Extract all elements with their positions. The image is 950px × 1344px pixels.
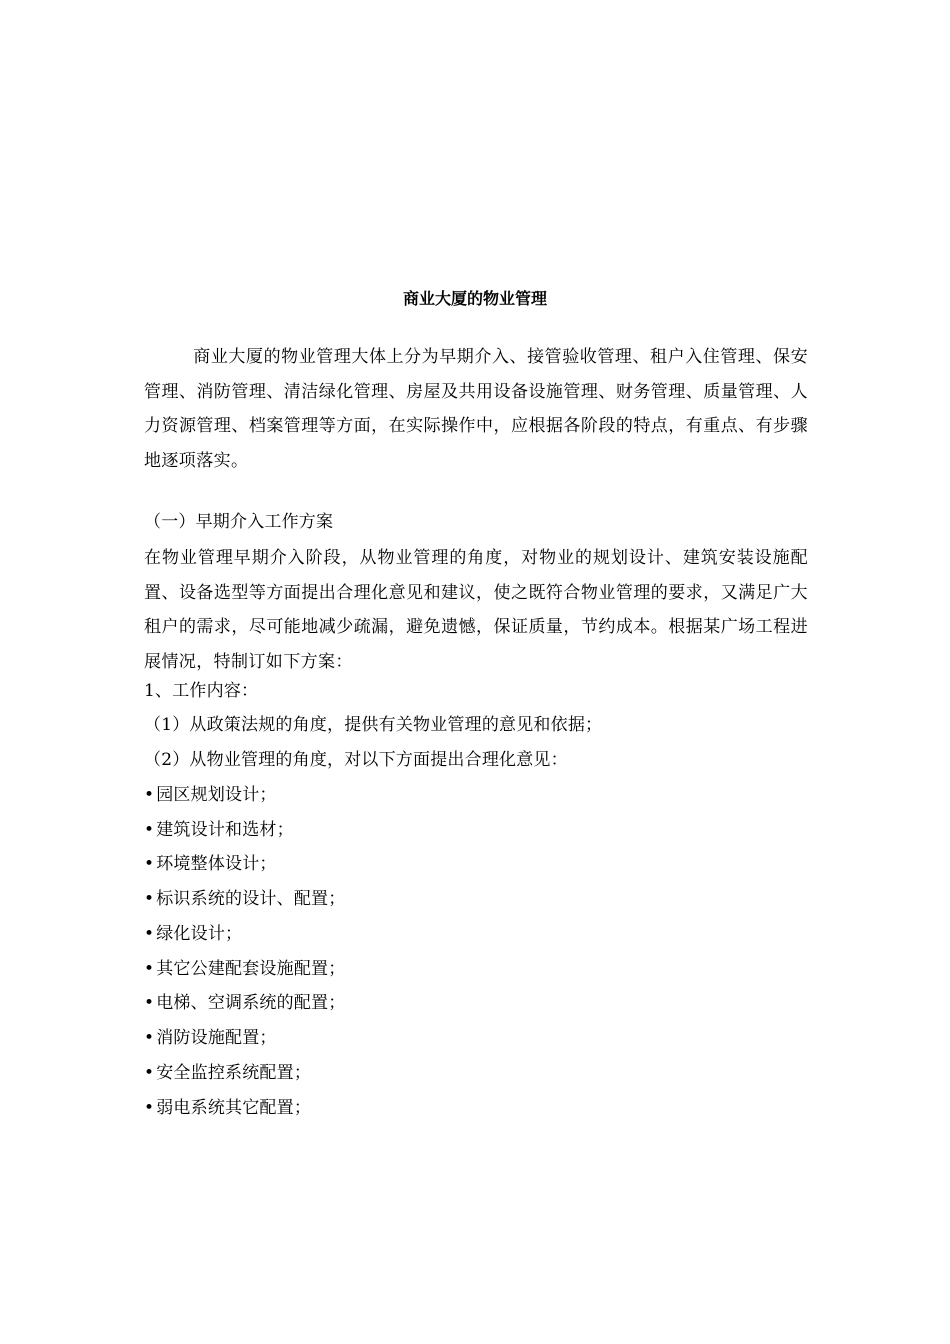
bullet-item <box>144 1026 277 1050</box>
bullet-symbol: • <box>144 1063 155 1083</box>
bullet-text: 弱电系统其它配置； <box>156 1098 312 1118</box>
bullet-symbol: • <box>144 924 155 944</box>
bullet-symbol: • <box>144 1098 155 1118</box>
bullet-item <box>144 852 277 876</box>
intro-paragraph: 商业大厦的物业管理大体上分为早期介入、接管验收管理、租户入住管理、保安管理、消防管理、清洁绿化管理、房屋及共用设备设施管理、财务管理、质量管理、人力资源管理、档案管理等方面，在实际操作中，应根据各阶段的特点，有重点、有步骤地逐项落实。 <box>144 347 808 471</box>
bullet-symbol: • <box>144 959 155 979</box>
bullet-text: 绿化设计； <box>156 924 243 944</box>
bullet-symbol: • <box>144 993 155 1013</box>
bullet-item <box>144 783 277 807</box>
document-title: 商业大厦的物业管理 <box>402 289 547 308</box>
list-item-2: （2）从物业管理的角度，对以下方面提出合理化意见： <box>144 750 568 770</box>
bullet-item <box>144 887 345 911</box>
bullet-item <box>144 1096 311 1120</box>
bullet-text: 安全监控系统配置； <box>156 1063 312 1083</box>
work-content-heading: 1、工作内容： <box>144 681 259 701</box>
bullet-item <box>144 991 345 1015</box>
bullet-text: 环境整体设计； <box>156 854 277 874</box>
bullet-text: 消防设施配置； <box>156 1028 277 1048</box>
bullet-symbol: • <box>144 820 155 840</box>
bullet-text: 建筑设计和选材； <box>156 820 294 840</box>
list-item-1: （1）从政策法规的角度，提供有关物业管理的意见和依据； <box>144 715 603 735</box>
bullet-symbol: • <box>144 785 155 805</box>
bullet-text: 电梯、空调系统的配置； <box>156 993 346 1013</box>
bullet-text: 其它公建配套设施配置； <box>156 959 346 979</box>
section-heading: （一）早期介入工作方案 <box>144 512 334 532</box>
bullet-item <box>144 1061 311 1085</box>
bullet-item <box>144 818 294 842</box>
bullet-text: 标识系统的设计、配置； <box>156 889 346 909</box>
bullet-item <box>144 957 345 981</box>
bullet-item <box>144 922 242 946</box>
bullet-text: 园区规划设计； <box>156 785 277 805</box>
bullet-symbol: • <box>144 1028 155 1048</box>
bullet-symbol: • <box>144 854 155 874</box>
section-body-paragraph: 在物业管理早期介入阶段，从物业管理的角度，对物业的规划设计、建筑安装设施配置、设备选型等方面提出合理化意见和建议，使之既符合物业管理的要求，又满足广大租户的需求，尽可能地减少疏漏，避免遗憾，保证质量，节约成本。根据某广场工程进展情况，特制订如下方案： <box>144 548 808 672</box>
bullet-symbol: • <box>144 889 155 909</box>
